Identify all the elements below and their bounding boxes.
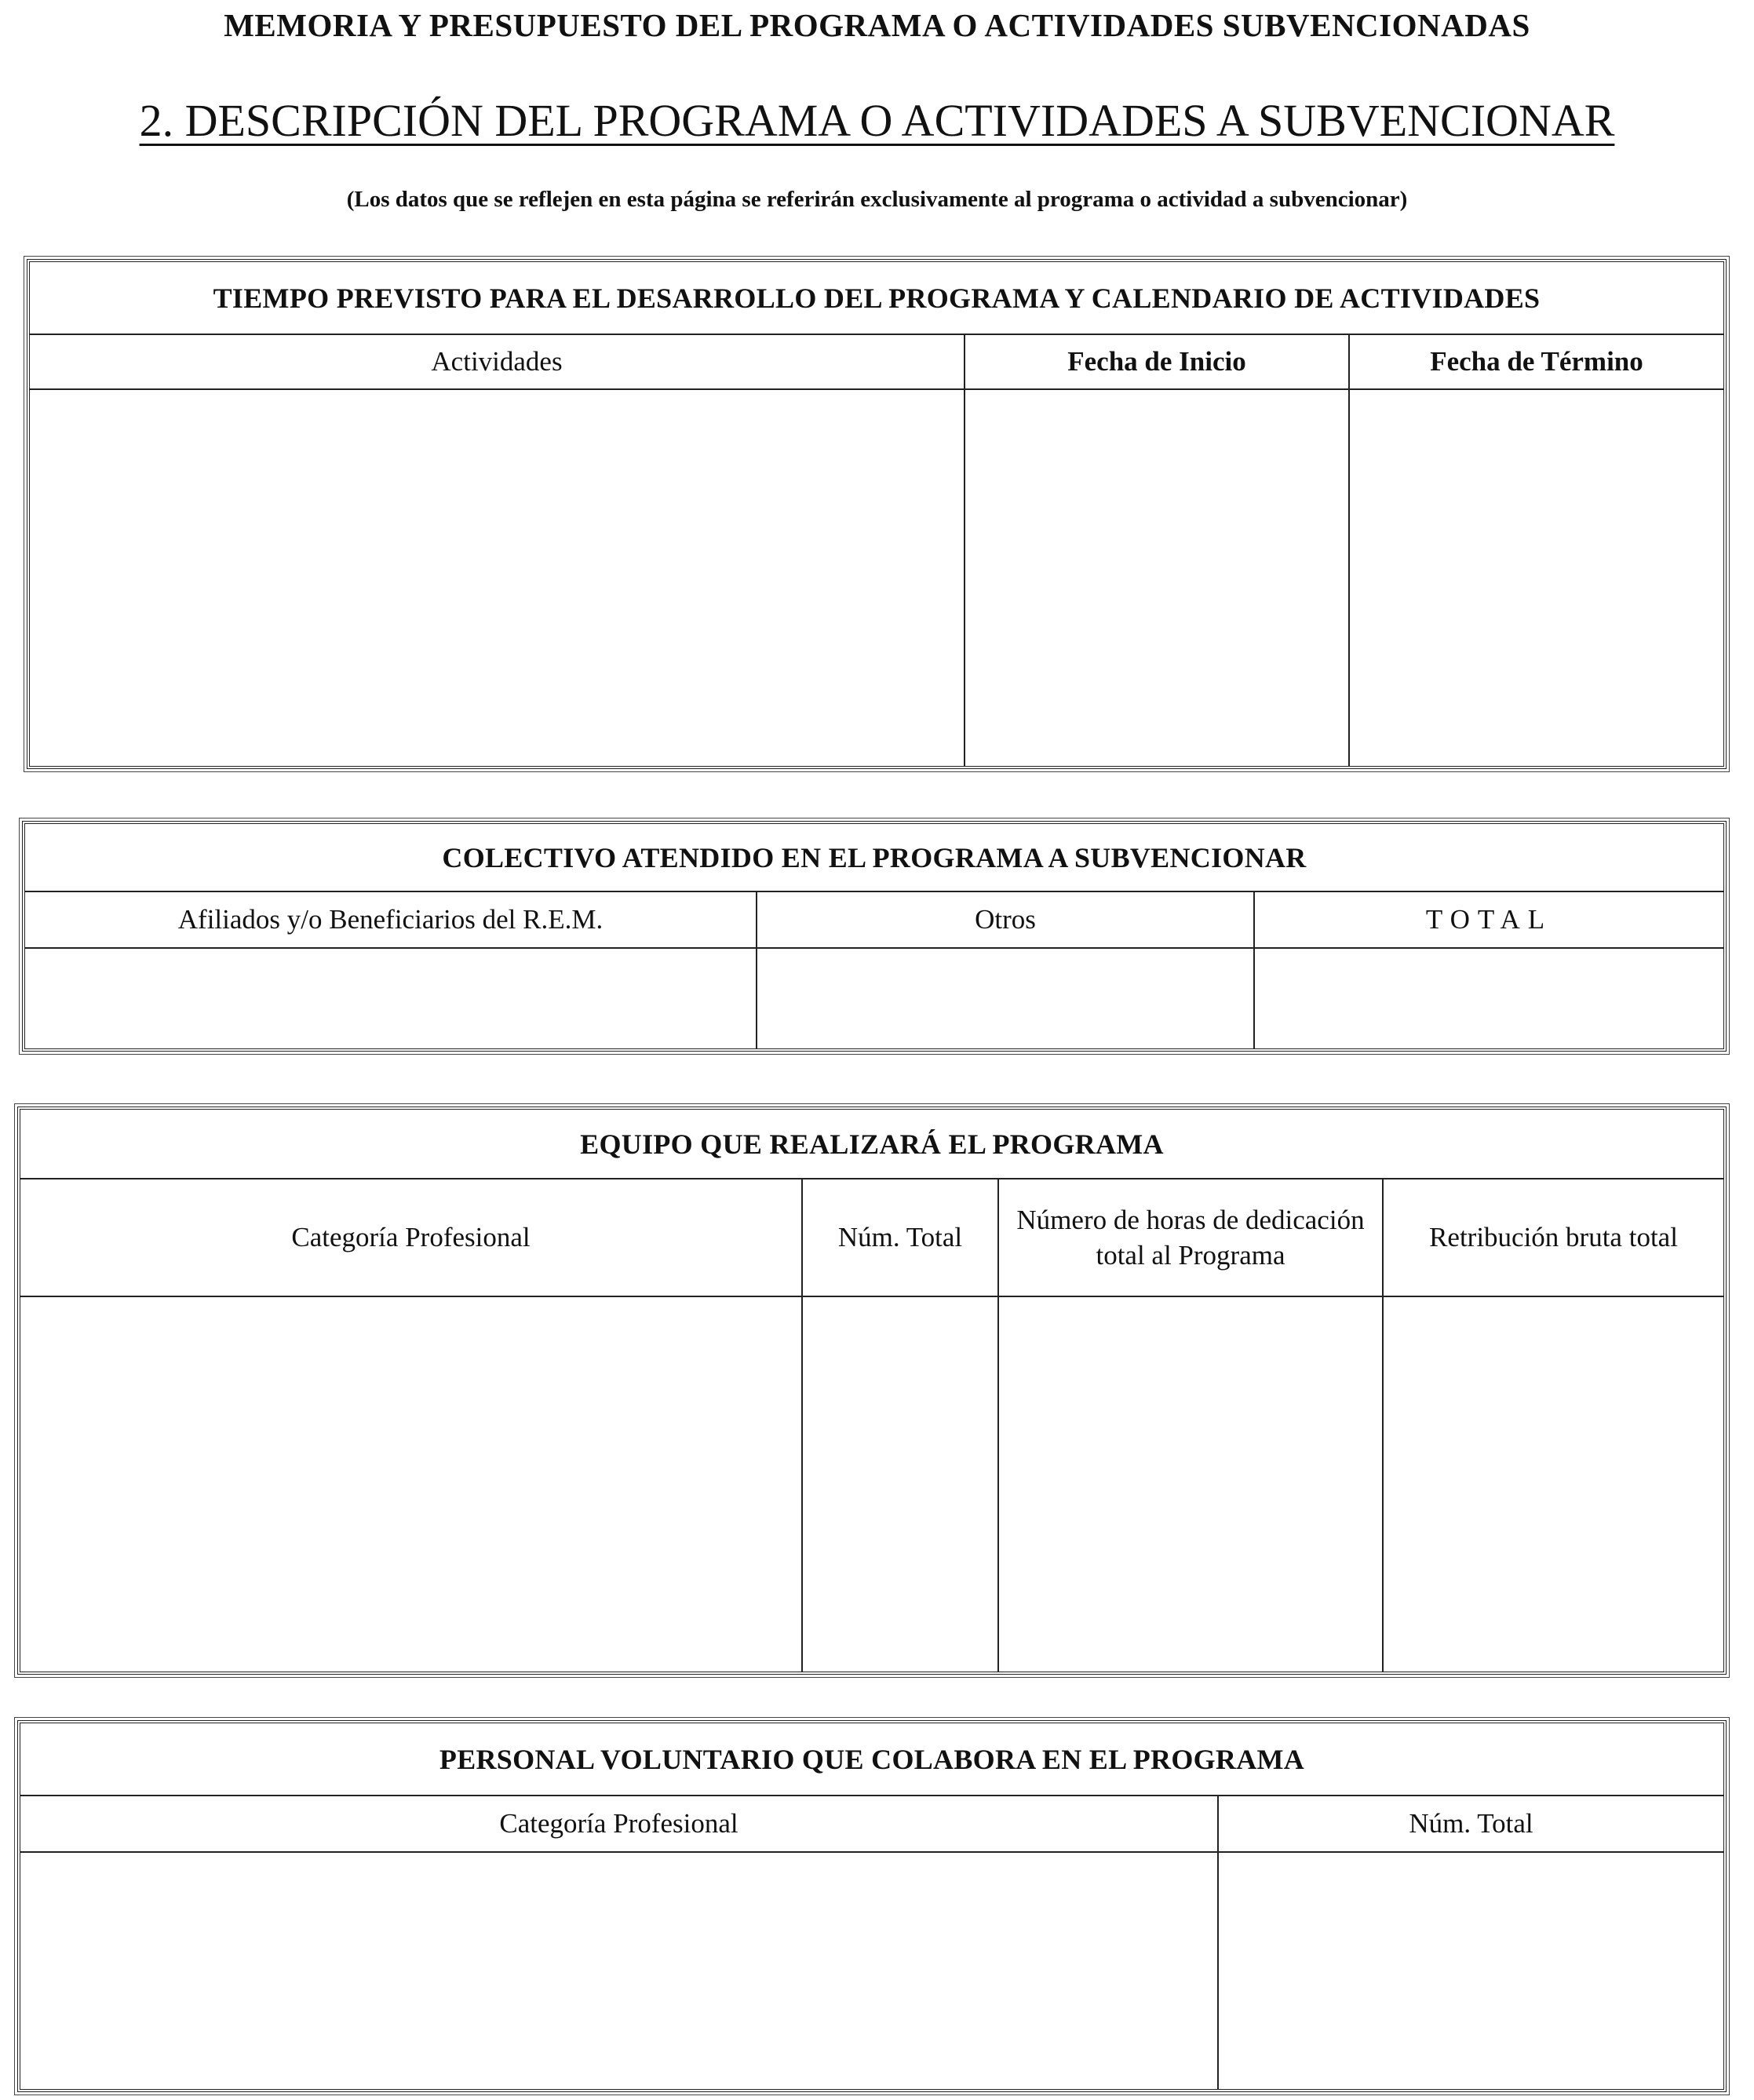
section-title: 2. DESCRIPCIÓN DEL PROGRAMA O ACTIVIDADES A SUBVENCIONAR bbox=[139, 95, 1615, 146]
col-otros: Otros bbox=[757, 891, 1254, 948]
col-num-total: Núm. Total bbox=[802, 1179, 998, 1296]
col-afiliados: Afiliados y/o Beneficiarios del R.E.M. bbox=[25, 891, 757, 948]
categoria-field[interactable] bbox=[20, 1296, 802, 1672]
horas-field[interactable] bbox=[998, 1296, 1383, 1672]
num-total-field[interactable] bbox=[802, 1296, 998, 1672]
col-total: TOTAL bbox=[1254, 891, 1723, 948]
col-categoria-profesional: Categoría Profesional bbox=[20, 1179, 802, 1296]
personal-voluntario-table bbox=[17, 1720, 1727, 2092]
actividades-field[interactable] bbox=[30, 389, 965, 766]
tiempo-previsto-table bbox=[27, 259, 1727, 769]
colectivo-atendido-title: COLECTIVO ATENDIDO EN EL PROGRAMA A SUBVENCIONAR bbox=[25, 824, 1723, 891]
personal-voluntario-title: PERSONAL VOLUNTARIO QUE COLABORA EN EL PROGRAMA bbox=[20, 1723, 1723, 1796]
col-horas-dedicacion: Número de horas de dedicación total al Programa bbox=[998, 1179, 1383, 1296]
tiempo-previsto-title: TIEMPO PREVISTO PARA EL DESARROLLO DEL PROGRAMA Y CALENDARIO DE ACTIVIDADES bbox=[30, 262, 1723, 334]
equipo-table bbox=[17, 1107, 1727, 1675]
equipo-title: EQUIPO QUE REALIZARÁ EL PROGRAMA bbox=[20, 1110, 1723, 1179]
col-retribucion: Retribución bruta total bbox=[1383, 1179, 1723, 1296]
fecha-termino-field[interactable] bbox=[1349, 389, 1723, 766]
col-fecha-inicio: Fecha de Inicio bbox=[965, 334, 1349, 389]
voluntario-categoria-field[interactable] bbox=[20, 1852, 1218, 2089]
colectivo-atendido-table bbox=[22, 821, 1727, 1052]
voluntario-num-total-field[interactable] bbox=[1218, 1852, 1723, 2089]
fecha-inicio-field[interactable] bbox=[965, 389, 1349, 766]
col-voluntario-num-total: Núm. Total bbox=[1218, 1796, 1723, 1852]
retribucion-field[interactable] bbox=[1383, 1296, 1723, 1672]
afiliados-field[interactable] bbox=[25, 948, 757, 1048]
otros-field[interactable] bbox=[757, 948, 1254, 1048]
total-field[interactable] bbox=[1254, 948, 1723, 1048]
main-title: MEMORIA Y PRESUPUESTO DEL PROGRAMA O ACTIVIDADES SUBVENCIONADAS bbox=[224, 7, 1530, 43]
col-fecha-termino: Fecha de Término bbox=[1349, 334, 1723, 389]
col-voluntario-categoria: Categoría Profesional bbox=[20, 1796, 1218, 1852]
page-note: (Los datos que se reflejen en esta página se referirán exclusivamente al programa o actividad a subvencionar) bbox=[346, 187, 1408, 212]
col-actividades: Actividades bbox=[30, 334, 965, 389]
